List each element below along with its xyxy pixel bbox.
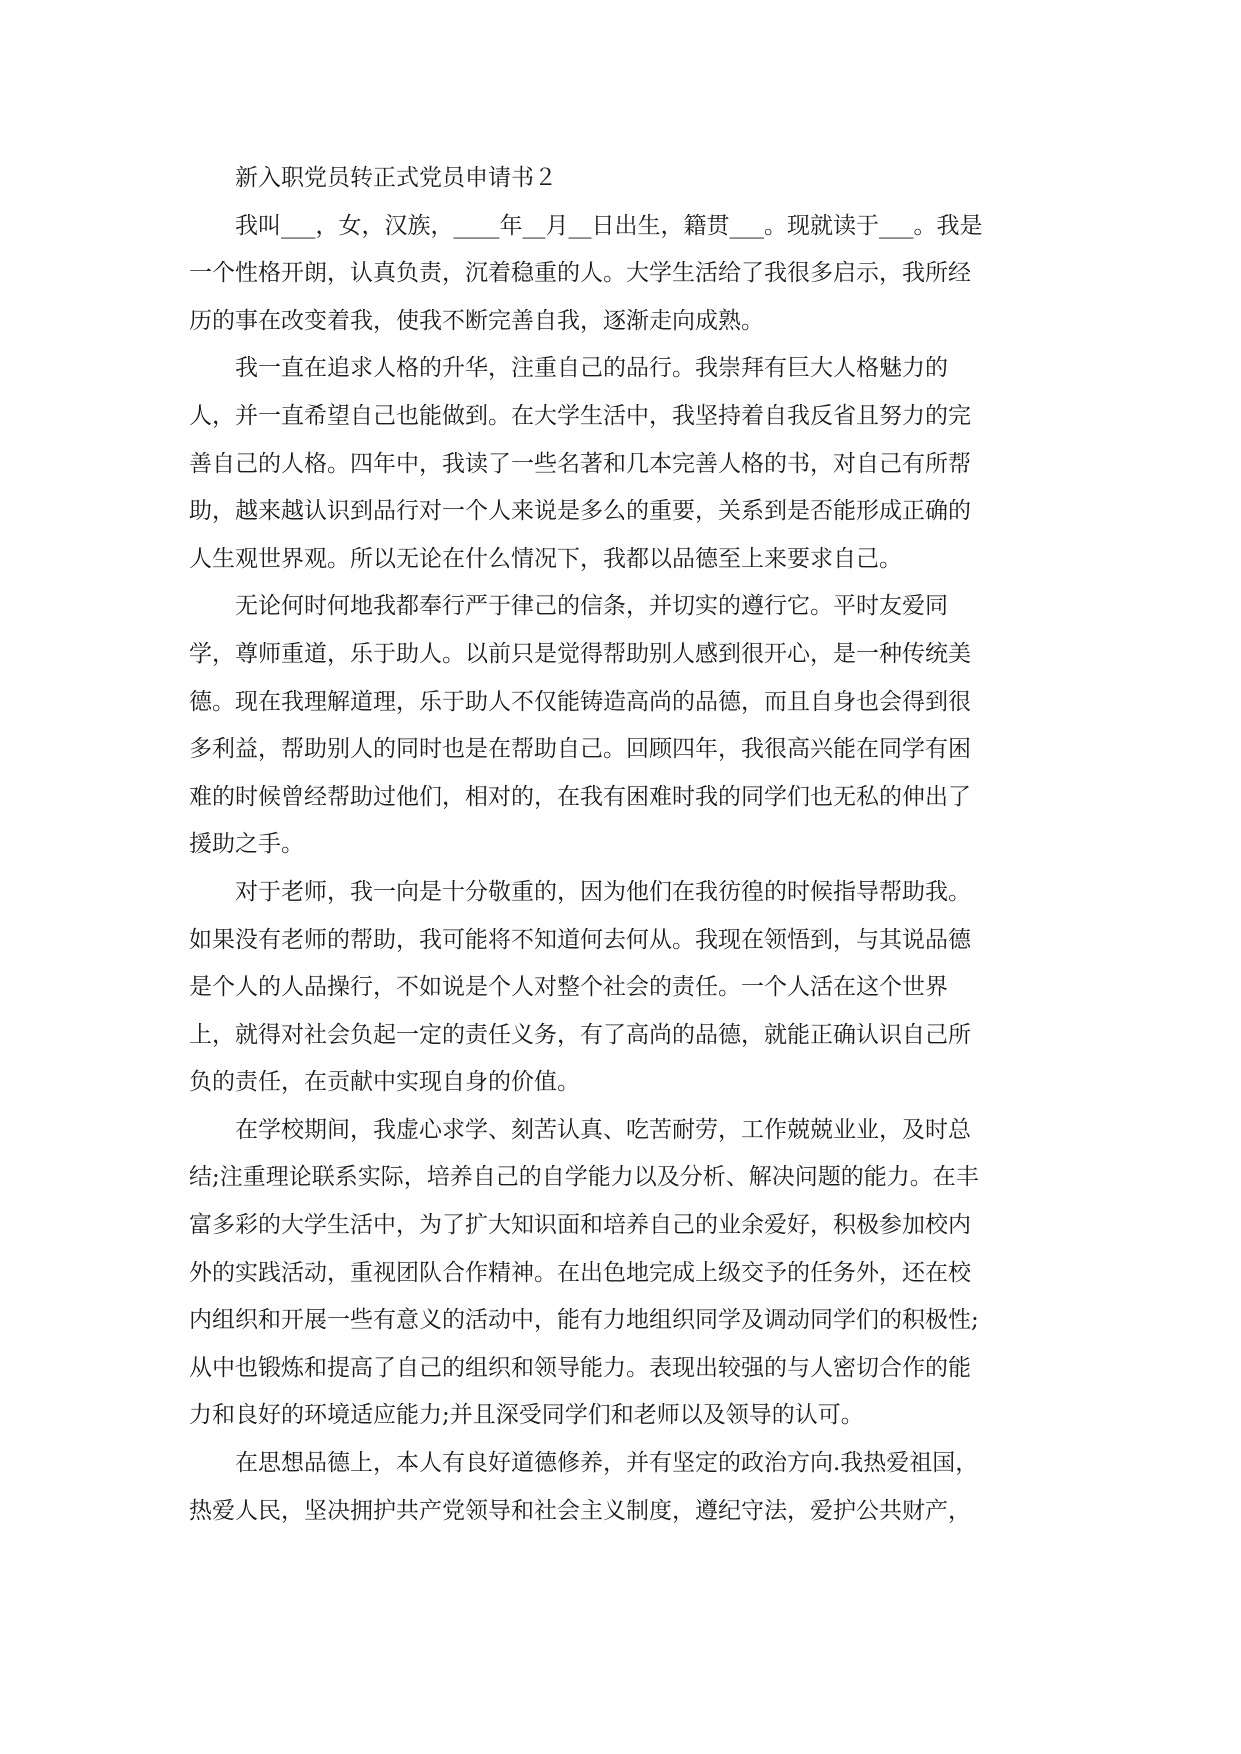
paragraph-line: 对于老师，我一向是十分敬重的，因为他们在我彷徨的时候指导帮助我。: [235, 878, 971, 905]
title-line: 新入职党员转正式党员申请书２: [235, 165, 557, 191]
paragraph-line: 一个性格开朗，认真负责，沉着稳重的人。大学生活给了我很多启示，我所经: [189, 260, 971, 287]
paragraph-line: 富多彩的大学生活中，为了扩大知识面和培养自己的业余爱好，积极参加校内: [189, 1212, 971, 1239]
paragraph-3: [189, 583, 1053, 869]
paragraph-line: 无论何时何地我都奉行严于律己的信条，并切实的遵行它。平时友爱同: [235, 593, 948, 620]
paragraph-line: 在思想品德上，本人有良好道德修养，并有坚定的政治方向.我热爱祖国，: [235, 1450, 979, 1477]
paragraph-line: 德。现在我理解道理，乐于助人不仅能铸造高尚的品德，而且自身也会得到很: [189, 688, 971, 715]
paragraph-line: 善自己的人格。四年中，我读了一些名著和几本完善人格的书，对自己有所帮: [189, 450, 971, 477]
paragraph-line: 上，就得对社会负起一定的责任义务，有了高尚的品德，就能正确认识自己所: [189, 1021, 971, 1048]
paragraph-line: 热爱人民，坚决拥护共产党领导和社会主义制度，遵纪守法，爱护公共财产，: [189, 1497, 971, 1524]
paragraph-4: [189, 869, 1053, 1107]
paragraph-line: 我叫___，女，汉族，____年__月__日出生，籍贯___。现就读于___。我是: [235, 212, 983, 239]
paragraph-line: 在学校期间，我虚心求学、刻苦认真、吃苦耐劳，工作兢兢业业，及时总: [235, 1116, 971, 1143]
paragraph-line: 人生观世界观。所以无论在什么情况下，我都以品德至上来要求自己。: [189, 545, 902, 572]
paragraph-line: 是个人的人品操行，不如说是个人对整个社会的责任。一个人活在这个世界: [189, 974, 948, 1001]
paragraph-line: 从中也锻炼和提高了自己的组织和领导能力。表现出较强的与人密切合作的能: [189, 1354, 971, 1381]
paragraph-line: 负的责任，在贡献中实现自身的价值。: [189, 1069, 580, 1096]
paragraph-line: 人，并一直希望自己也能做到。在大学生活中，我坚持着自我反省且努力的完: [189, 402, 971, 429]
paragraph-2: [189, 345, 1053, 583]
paragraph-line: 多利益，帮助别人的同时也是在帮助自己。回顾四年，我很高兴能在同学有困: [189, 736, 971, 763]
paragraph-line: 内组织和开展一些有意义的活动中，能有力地组织同学及调动同学们的积极性;: [189, 1307, 979, 1334]
document-body: [189, 155, 1053, 1535]
document-title: [189, 155, 1053, 203]
paragraph-line: 如果没有老师的帮助，我可能将不知道何去何从。我现在领悟到，与其说品德: [189, 926, 971, 953]
paragraph-line: 外的实践活动，重视团队合作精神。在出色地完成上级交予的任务外，还在校: [189, 1259, 971, 1286]
paragraph-line: 历的事在改变着我，使我不断完善自我，逐渐走向成熟。: [189, 307, 764, 334]
paragraph-line: 难的时候曾经帮助过他们，相对的，在我有困难时我的同学们也无私的伸出了: [189, 783, 971, 810]
paragraph-6: [189, 1440, 1053, 1535]
paragraph-line: 结;注重理论联系实际，培养自己的自学能力以及分析、解决问题的能力。在丰: [189, 1164, 979, 1191]
paragraph-line: 力和良好的环境适应能力;并且深受同学们和老师以及领导的认可。: [189, 1402, 864, 1429]
paragraph-1: [189, 203, 1053, 346]
paragraph-line: 援助之手。: [189, 831, 304, 858]
paragraph-line: 我一直在追求人格的升华，注重自己的品行。我崇拜有巨大人格魅力的: [235, 355, 948, 382]
paragraph-line: 助，越来越认识到品行对一个人来说是多么的重要，关系到是否能形成正确的: [189, 498, 971, 525]
paragraph-line: 学，尊师重道，乐于助人。以前只是觉得帮助别人感到很开心，是一种传统美: [189, 640, 971, 667]
paragraph-5: [189, 1107, 1053, 1440]
